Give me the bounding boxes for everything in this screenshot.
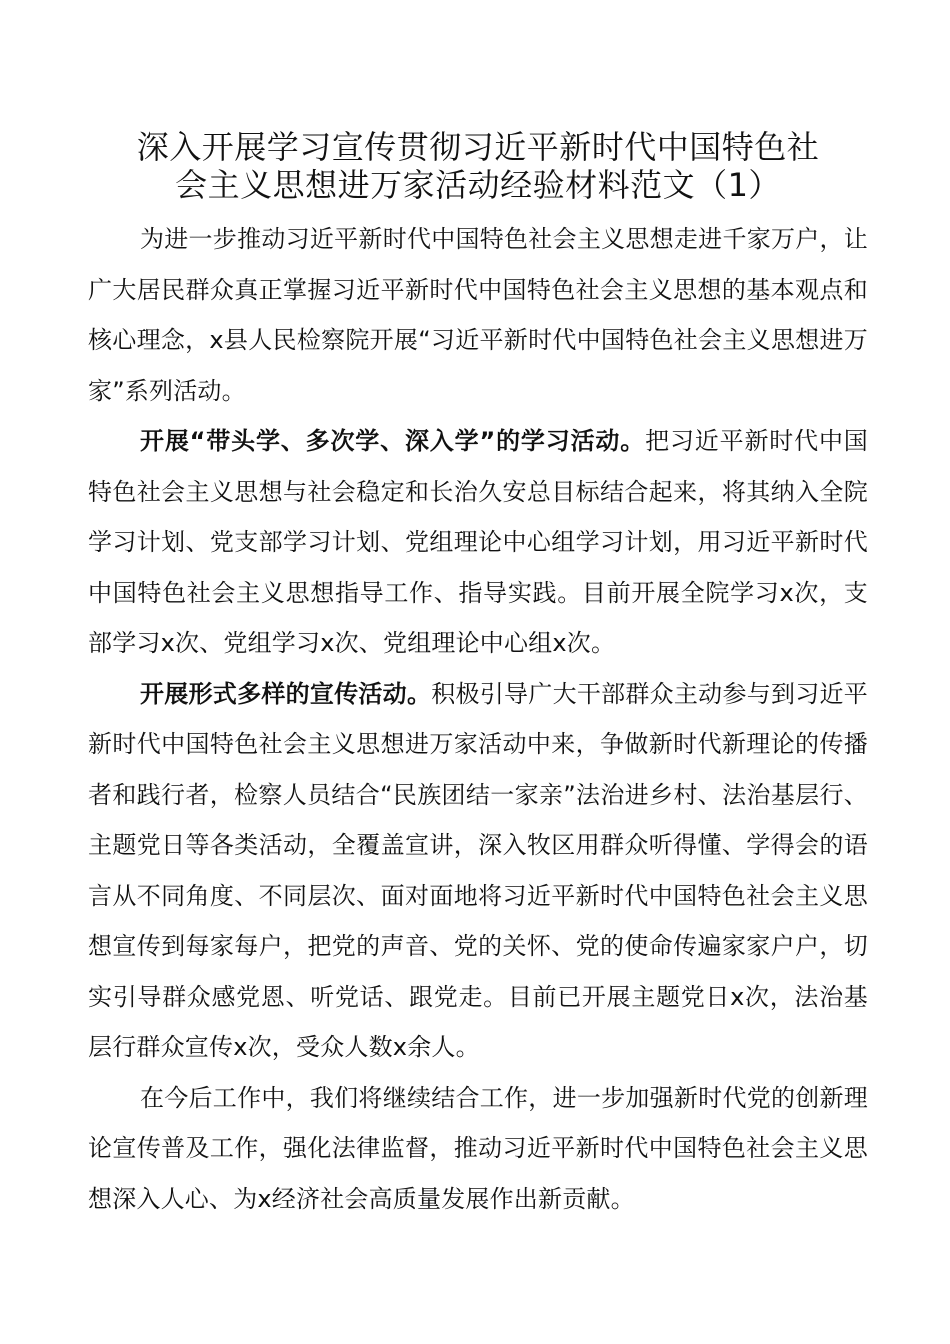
document-title (88, 128, 868, 204)
paragraph-conclusion-text: 在今后工作中，我们将继续结合工作，进一步加强新时代党的创新理论宣传普及工作，强化法律监督，推动习近平新时代中国特色社会主义思想深入人心、为x经济社会高质量发展作出新贡献。 (88, 1083, 868, 1213)
title-line-1: 深入开展学习宣传贯彻习近平新时代中国特色社 (136, 128, 820, 166)
document-body (88, 214, 868, 1224)
paragraph-intro (88, 214, 868, 416)
paragraph-conclusion (88, 1073, 868, 1225)
document-page (88, 128, 868, 1224)
paragraph-publicity-activities-lead: 开展形式多样的宣传活动。 (140, 679, 432, 708)
paragraph-publicity-activities (88, 669, 868, 1073)
paragraph-publicity-activities-text: 积极引导广大干部群众主动参与到习近平新时代中国特色社会主义思想进万家活动中来，争做新时代新理论的传播者和践行者，检察人员结合“民族团结一家亲”法治进乡村、法治基层行、主题党日等各类活动，全覆盖宣讲，深入牧区用群众听得懂、学得会的语言从不同角度、不同层次、面对面地将习近平新时代中国特色社会主义思想宣传到每家每户，把党的声音、党的关怀、党的使命传遍家家户户，切实引导群众感党恩、听党话、跟党走。目前已开展主题党日x次，法治基层行群众宣传x次，受众人数x余人。 (88, 679, 868, 1061)
paragraph-study-activities-text: 把习近平新时代中国特色社会主义思想与社会稳定和长治久安总目标结合起来，将其纳入全院学习计划、党支部学习计划、党组理论中心组学习计划，用习近平新时代中国特色社会主义思想指导工作、指导实践。目前开展全院学习x次，支部学习x次、党组学习x次、党组理论中心组x次。 (88, 427, 868, 657)
paragraph-study-activities-lead: 开展“带头学、多次学、深入学”的学习活动。 (140, 427, 646, 455)
title-line-2: 会主义思想进万家活动经验材料范文（1） (175, 166, 781, 204)
paragraph-study-activities (88, 416, 868, 669)
paragraph-intro-text: 为进一步推动习近平新时代中国特色社会主义思想走进千家万户，让广大居民群众真正掌握习近平新时代中国特色社会主义思想的基本观点和核心理念，x县人民检察院开展“习近平新时代中国特色社会主义思想进万家”系列活动。 (88, 225, 868, 405)
